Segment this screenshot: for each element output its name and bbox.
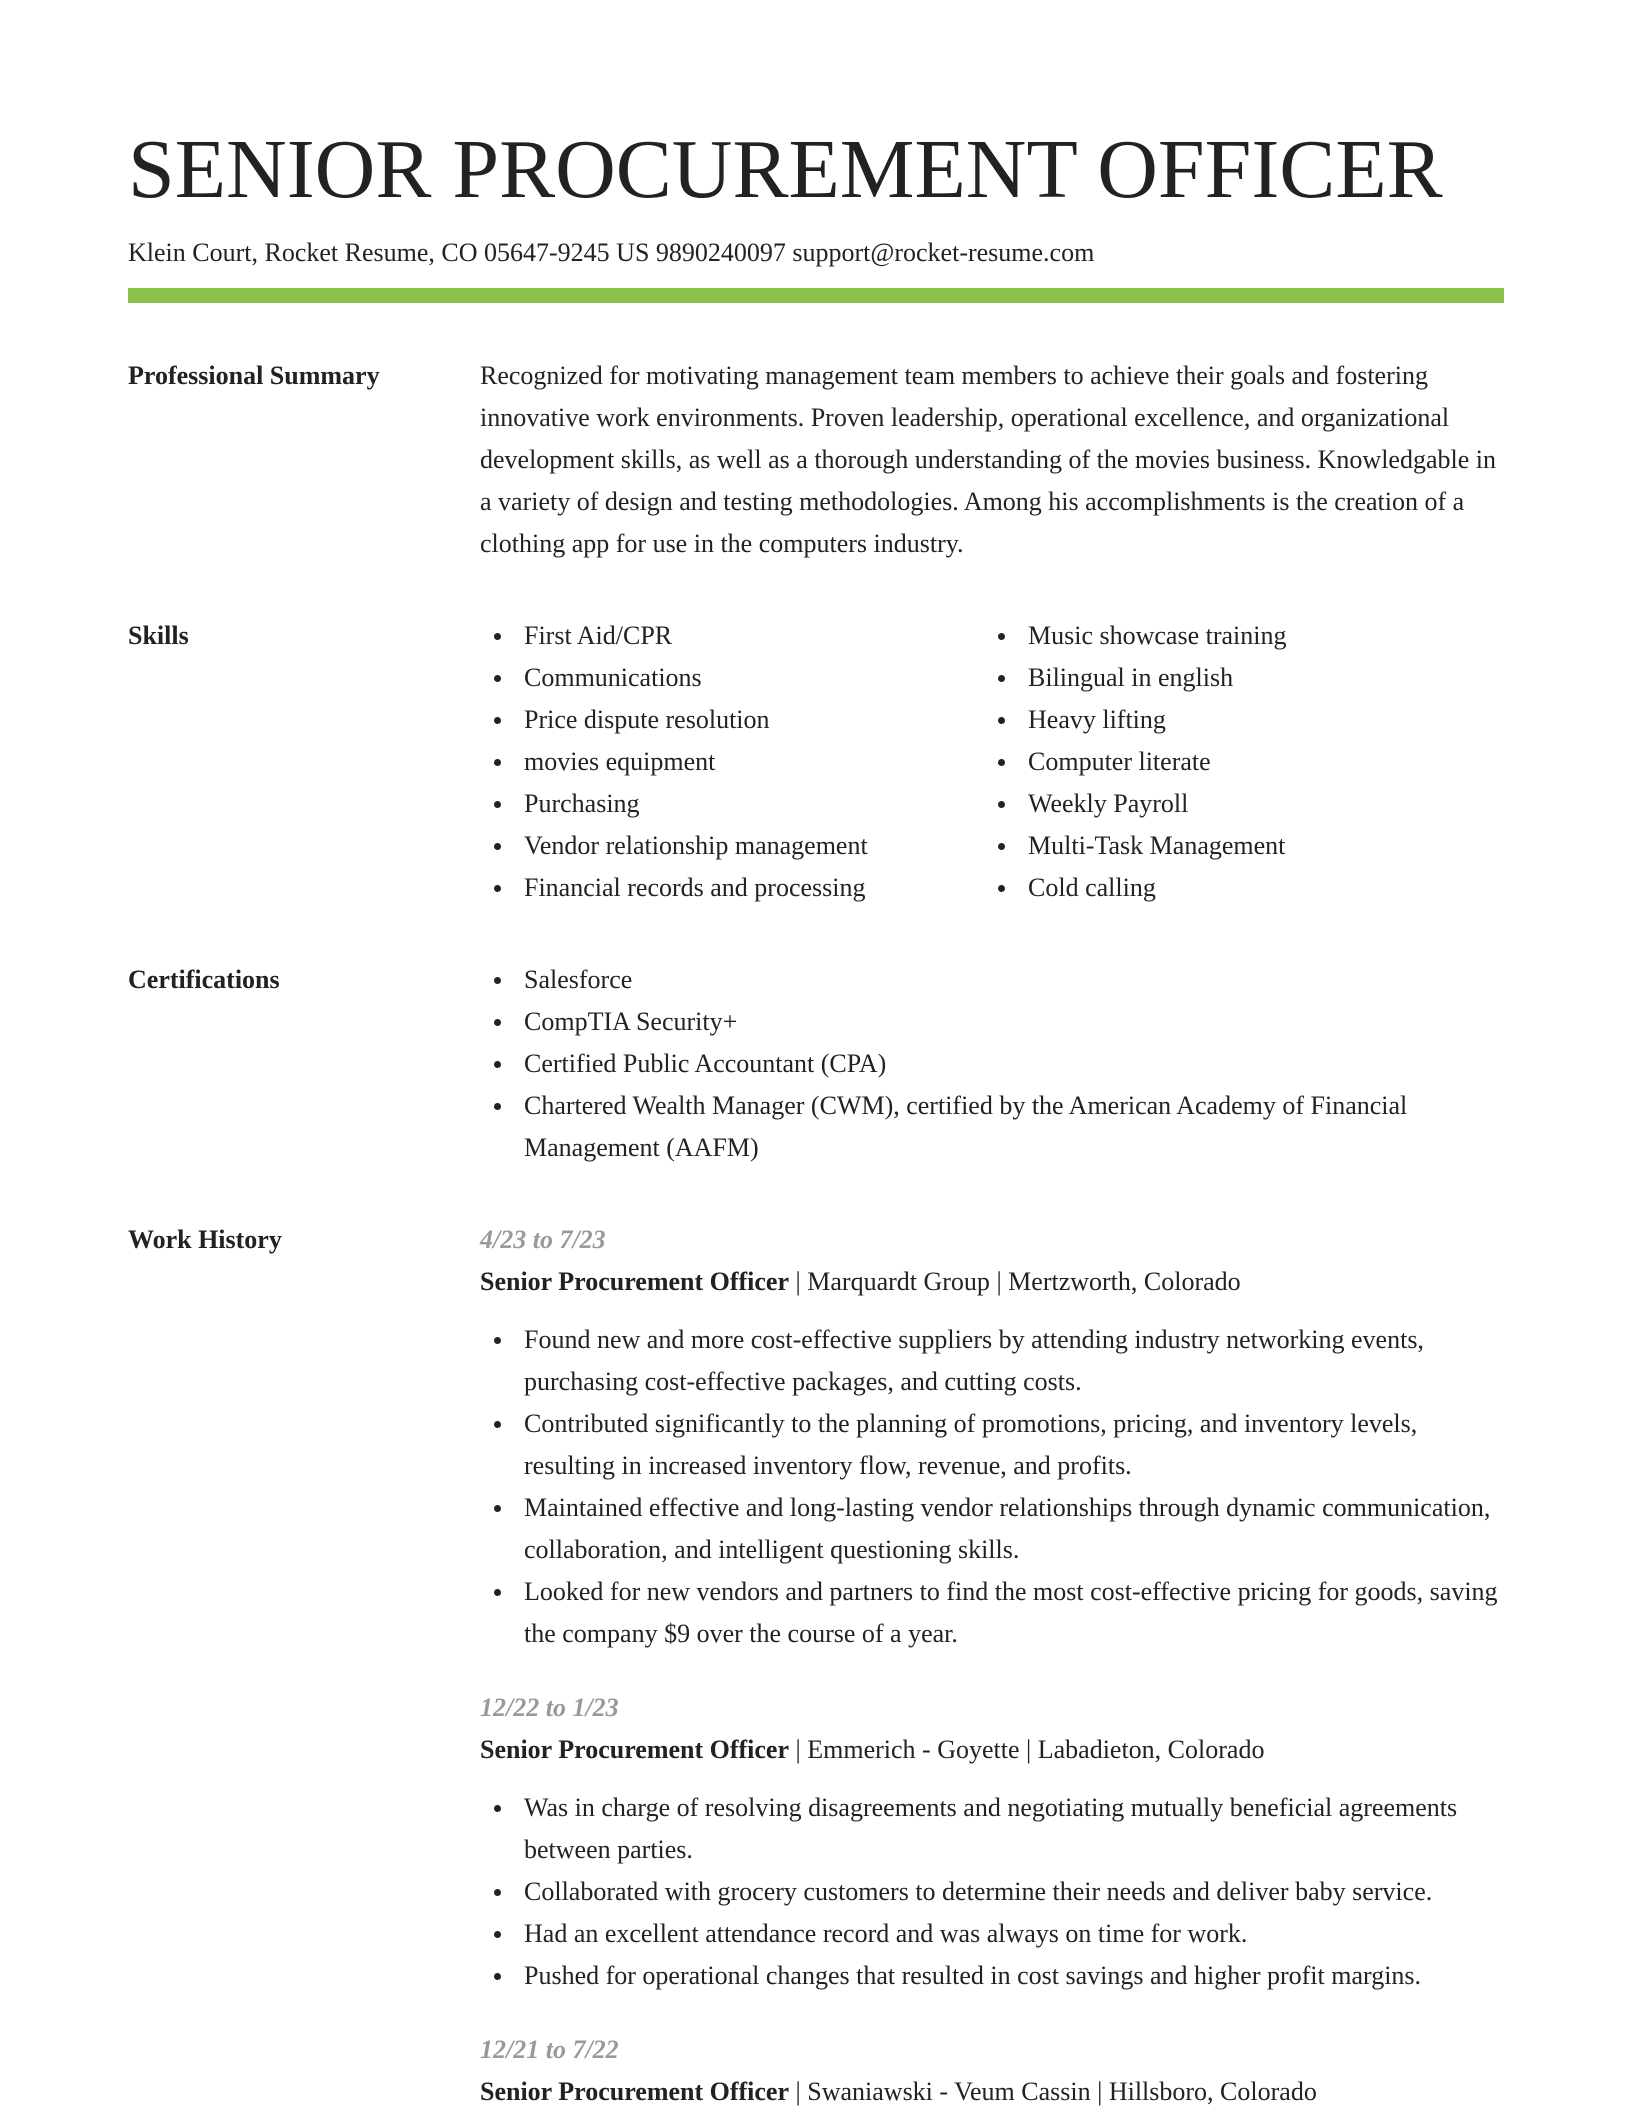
job-location: Labadieton, Colorado [1037, 1735, 1265, 1764]
job-company: Emmerich - Goyette [807, 1735, 1020, 1764]
job-bullet: Found new and more cost-effective suppliers by attending industry networking events, purchasing cost-effective packages, and cutting costs. [480, 1319, 1504, 1403]
job-bullet: Contributed significantly to the planning of promotions, pricing, and inventory levels, resulting in increased inventory flow, revenue, and profits. [480, 1403, 1504, 1487]
skill-item: Music showcase training [984, 615, 1488, 657]
section-label: Professional Summary [128, 361, 380, 390]
skill-item: Communications [480, 657, 984, 699]
job-heading [480, 1729, 1504, 1771]
section-label: Skills [128, 621, 189, 650]
certification-item: CompTIA Security+ [480, 1001, 1504, 1043]
job-bullet: Was in charge of resolving disagreements and negotiating mutually beneficial agreements between parties. [480, 1787, 1504, 1871]
job-entry [480, 2029, 1504, 2113]
job-dates: 12/21 to 7/22 [480, 2035, 619, 2064]
certification-item: Salesforce [480, 959, 1504, 1001]
skills-section [128, 615, 1504, 909]
job-company: Swaniawski - Veum Cassin [807, 2077, 1091, 2106]
job-dates: 4/23 to 7/23 [480, 1225, 606, 1254]
skill-item: Bilingual in english [984, 657, 1488, 699]
summary-text: Recognized for motivating management team members to achieve their goals and fostering innovative work environments. Proven leadership, operational excellence, and organizational development skills, as well as a thorough understanding of the movies business. Knowledgable in a variety of design and testing methodologies. Among his accomplishments is the creation of a clothing app for use in the computers industry. [480, 361, 1496, 558]
skill-item: Price dispute resolution [480, 699, 984, 741]
skill-item: Computer literate [984, 741, 1488, 783]
job-company: Marquardt Group [807, 1267, 990, 1296]
skills-list-left [480, 615, 984, 909]
skill-item: movies equipment [480, 741, 984, 783]
skill-item: Cold calling [984, 867, 1488, 909]
job-heading [480, 2071, 1504, 2113]
skill-item: Purchasing [480, 783, 984, 825]
resume-page [128, 118, 1504, 2113]
skills-list-right [984, 615, 1488, 909]
skill-item: First Aid/CPR [480, 615, 984, 657]
work-history-section [128, 1219, 1504, 2113]
section-label: Certifications [128, 965, 280, 994]
job-separator: | [989, 1267, 1009, 1296]
job-bullet: Looked for new vendors and partners to find the most cost-effective pricing for goods, saving the company $9 over the course of a year. [480, 1571, 1504, 1655]
job-bullet: Collaborated with grocery customers to determine their needs and deliver baby service. [480, 1871, 1504, 1913]
job-heading [480, 1261, 1504, 1303]
job-entry [480, 1219, 1504, 1655]
job-bullet: Pushed for operational changes that resulted in cost savings and higher profit margins. [480, 1955, 1504, 1997]
job-location: Mertzworth, Colorado [1008, 1267, 1241, 1296]
section-label: Work History [128, 1225, 282, 1254]
skill-item: Multi-Task Management [984, 825, 1488, 867]
summary-section [128, 355, 1504, 565]
header-divider [128, 288, 1504, 303]
contact-info: Klein Court, Rocket Resume, CO 05647-9245 US 9890240097 support@rocket-resume.com [128, 238, 1095, 267]
resume-title: SENIOR PROCUREMENT OFFICER [128, 123, 1443, 216]
job-separator: | [789, 1735, 808, 1764]
job-entry [480, 1687, 1504, 1997]
job-location: Hillsboro, Colorado [1108, 2077, 1317, 2106]
job-bullet: Had an excellent attendance record and was always on time for work. [480, 1913, 1504, 1955]
skill-item: Vendor relationship management [480, 825, 984, 867]
job-separator: | [789, 1267, 808, 1296]
skill-item: Weekly Payroll [984, 783, 1488, 825]
job-bullets [480, 1787, 1504, 1997]
job-dates: 12/22 to 1/23 [480, 1693, 619, 1722]
job-title: Senior Procurement Officer [480, 1267, 790, 1296]
certification-item: Certified Public Accountant (CPA) [480, 1043, 1504, 1085]
job-separator: | [1090, 2077, 1109, 2106]
skill-item: Heavy lifting [984, 699, 1488, 741]
certifications-section [128, 959, 1504, 1169]
certifications-list [480, 959, 1504, 1169]
job-separator: | [1019, 1735, 1038, 1764]
skill-item: Financial records and processing [480, 867, 984, 909]
job-title: Senior Procurement Officer [480, 2077, 790, 2106]
job-bullet: Maintained effective and long-lasting vendor relationships through dynamic communication, collaboration, and intelligent questioning skills. [480, 1487, 1504, 1571]
certification-item: Chartered Wealth Manager (CWM), certified by the American Academy of Financial Management (AAFM) [480, 1085, 1504, 1169]
job-bullets [480, 1319, 1504, 1655]
job-title: Senior Procurement Officer [480, 1735, 790, 1764]
job-separator: | [789, 2077, 808, 2106]
